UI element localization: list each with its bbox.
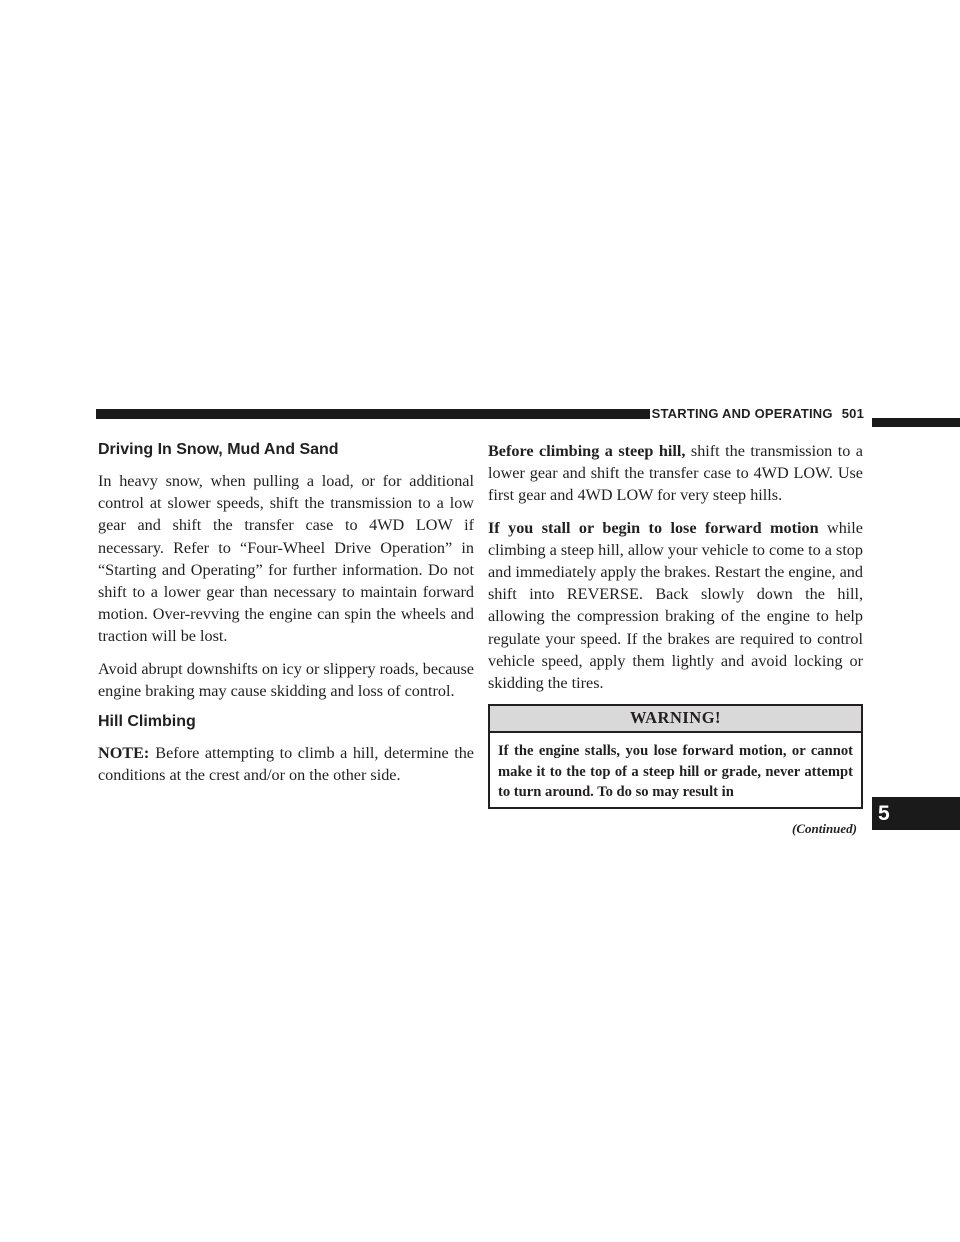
- paragraph-steep-hill: [488, 440, 863, 507]
- paragraph-stall: [488, 517, 863, 695]
- paragraph-stall-text: while climbing a steep hill, allow your vehicle to come to a stop and immediately apply the brakes. Restart the engine, and shift into REVERSE. Back slowly down the hill, allowing the compression braking of the engine to help regulate your speed. If the brakes are required to control vehicle speed, apply them lightly and avoid locking or skidding the tires.: [488, 518, 863, 693]
- paragraph-abrupt-downshifts: Avoid abrupt downshifts on icy or slippery roads, because engine braking may cause skidding and loss of control.: [98, 659, 474, 700]
- running-header: [652, 406, 864, 421]
- heading-hill-climbing: Hill Climbing: [98, 713, 196, 731]
- page-number: 501: [841, 406, 864, 421]
- paragraph-steep-hill-text: shift the transmission to a lower gear and shift the transfer case to 4WD LOW. Use first gear and 4WD LOW for very steep hills.: [488, 442, 863, 505]
- warning-box: [488, 704, 863, 809]
- section-title: STARTING AND OPERATING: [651, 406, 833, 421]
- chapter-tab: 5: [872, 797, 960, 830]
- right-column: [488, 440, 863, 837]
- note-label: NOTE:: [98, 744, 150, 763]
- warning-title: WARNING!: [490, 706, 861, 733]
- heading-driving-in-snow: Driving In Snow, Mud And Sand: [98, 441, 339, 458]
- continued-label: (Continued): [791, 821, 857, 837]
- header-rule: [96, 409, 650, 419]
- note-paragraph: [98, 742, 474, 786]
- left-column: [98, 440, 474, 796]
- paragraph-stall-lead: If you stall or begin to lose forward motion: [488, 518, 819, 537]
- chapter-tab-bar: [872, 418, 960, 427]
- paragraph-snow-mud-sand: In heavy snow, when pulling a load, or for additional control at slower speeds, shift the transmission to a low gear and shift the transfer case to 4WD LOW if necessary. Refer to “Four-Wheel Drive Operation” in “Starting and Operating” for further information. Do not shift to a lower gear than necessary to maintain forward motion. Over-revving the engine can spin the wheels and traction will be lost.: [98, 472, 474, 646]
- paragraph-steep-hill-lead: Before climbing a steep hill,: [488, 442, 686, 460]
- note-text: Before attempting to climb a hill, determine the conditions at the crest and/or on the other side.: [98, 744, 474, 785]
- warning-text: If the engine stalls, you lose forward motion, or cannot make it to the top of a steep hill or grade, never attempt to turn around. To do so may result in: [498, 743, 853, 801]
